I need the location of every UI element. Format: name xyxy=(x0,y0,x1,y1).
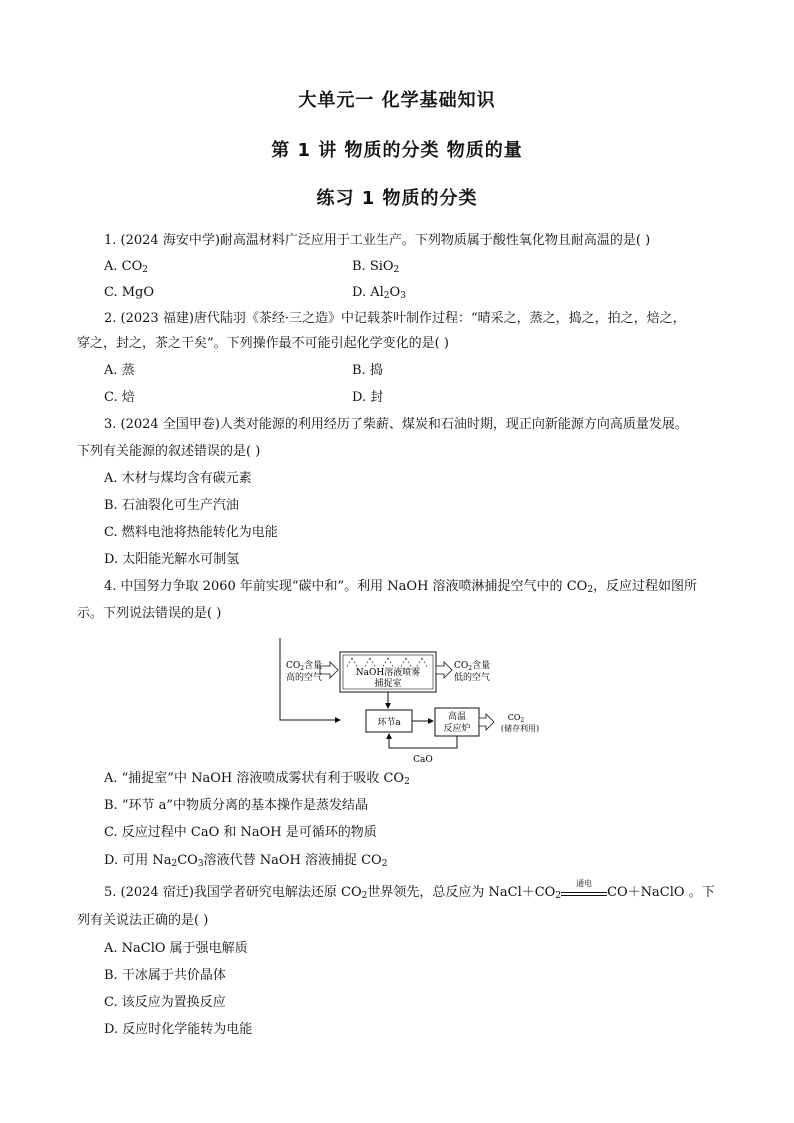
q2-option-c: C. 焙 xyxy=(104,390,135,405)
q4-option-c: C. 反应过程中 CaO 和 NaOH 是可循环的物质 xyxy=(104,825,377,840)
reaction-arrow: 通电 xyxy=(561,886,607,896)
q5-stem-line2: 列有关说法正确的是( ) xyxy=(77,913,209,928)
product-label-line2: (储存利用) xyxy=(500,724,540,733)
q4-option-a: A. “捕捉室”中 NaOH 溶液喷成雾状有利于吸收 $CO_2$ xyxy=(104,771,410,787)
q3-stem-line2: 下列有关能源的叙述错误的是( ) xyxy=(77,444,261,459)
q3-option-a: A. 木材与煤均含有碳元素 xyxy=(104,471,252,486)
q3-option-d: D. 太阳能光解水可制氢 xyxy=(104,552,240,567)
q4-stem-line1: 4. 中国努力争取 2060 年前实现“碳中和”。利用 NaOH 溶液喷淋捕捉空气中的 $CO_2$，反应过程如图所 xyxy=(104,579,698,595)
output-arrow xyxy=(436,662,452,678)
unit-title: 大单元一 化学基础知识 xyxy=(298,90,496,111)
q2-option-d: D. 封 xyxy=(352,390,384,405)
input-label-line1: $CO_2$含量 xyxy=(286,661,323,672)
input-label-line2: 高的空气 xyxy=(286,673,323,683)
q1-option-b: B. SiO$_2$ xyxy=(352,259,400,275)
q4-option-b: B. “环节 a”中物质分离的基本操作是蒸发结晶 xyxy=(104,798,368,813)
chamber-label-line1: NaOH溶液喷雾 xyxy=(355,668,421,678)
q5-option-b: B. 干冰属于共价晶体 xyxy=(104,968,226,983)
product-arrow xyxy=(479,714,494,730)
q2-stem-line2: 穿之，封之，茶之干矣”。下列操作最不可能引起化学变化的是( ) xyxy=(77,336,449,351)
q2-option-a: A. 蒸 xyxy=(104,363,135,378)
output-label-line1: $CO_2$含量 xyxy=(454,661,491,672)
q5-stem-line1: 5. (2024 宿迁)我国学者研究电解法还原 $CO_2$世界领先，总反应为 $NaCl+CO_2$ 通电 CO＋NaClO 。下 xyxy=(104,879,715,901)
product-label-line1: $CO_2$ xyxy=(507,713,525,724)
q1-option-d: D. $Al_2O_3$ xyxy=(352,285,406,301)
q3-option-c: C. 燃料电池将热能转化为电能 xyxy=(104,525,278,540)
q1-stem: 1. (2024 海安中学)耐高温材料广泛应用于工业生产。下列物质属于酸性氧化物且耐高温的是( ) xyxy=(104,233,651,248)
lesson-title: 第 1 讲 物质的分类 物质的量 xyxy=(271,140,523,161)
q5-option-d: D. 反应时化学能转为电能 xyxy=(104,1022,253,1037)
q2-option-b: B. 捣 xyxy=(352,363,383,378)
q1-option-a: A. $CO_2$ xyxy=(104,259,148,275)
chamber-label-line2: 捕捉室 xyxy=(374,679,402,689)
q3-stem-line1: 3. (2024 全国甲卷)人类对能源的利用经历了柴薪、煤炭和石油时期，现正向新能源方向高质量发展。 xyxy=(104,417,688,432)
q4-stem-line2: 示。下列说法错误的是( ) xyxy=(77,606,222,621)
q1-option-c: C. MgO xyxy=(104,285,155,300)
input-arrow xyxy=(320,662,338,678)
cao-label: CaO xyxy=(413,755,433,765)
furnace-label-line1: 高温 xyxy=(447,712,467,722)
q5-option-a: A. NaClO 属于强电解质 xyxy=(104,941,248,956)
q4-option-d: D. 可用 $Na_2CO_3$溶液代替 NaOH 溶液捕捉 $CO_2$ xyxy=(104,853,388,869)
q3-option-b: B. 石油裂化可生产汽油 xyxy=(104,498,239,513)
exercise-title: 练习 1 物质的分类 xyxy=(316,188,478,209)
process-flow-svg xyxy=(270,628,570,768)
q2-stem-line1: 2. (2023 福建)唐代陆羽《茶经·三之造》中记载茶叶制作过程：“晴采之，蒸之，捣之，拍之，焙之， xyxy=(104,311,686,326)
step-a-label: 环节a xyxy=(377,718,401,728)
q5-option-c: C. 该反应为置换反应 xyxy=(104,995,226,1010)
output-label-line2: 低的空气 xyxy=(454,673,491,683)
furnace-label-line2: 反应炉 xyxy=(443,724,471,734)
co2-capture-diagram xyxy=(270,628,570,768)
